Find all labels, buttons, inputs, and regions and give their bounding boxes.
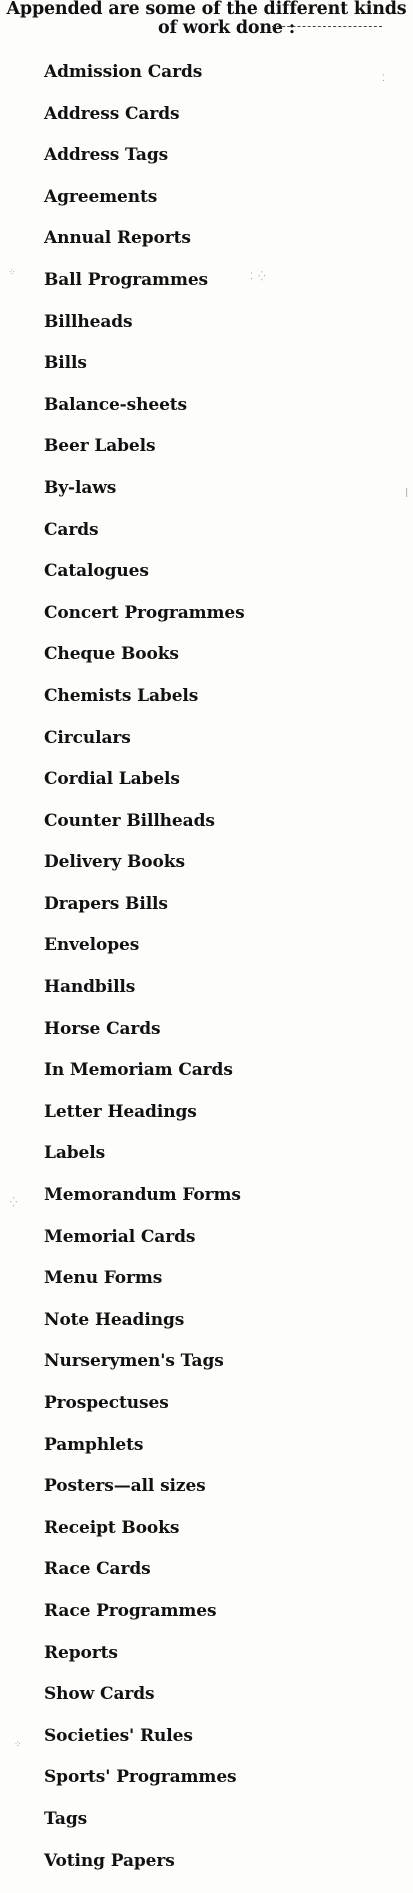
list-item: Circulars (44, 727, 131, 748)
list-item: Menu Forms (44, 1268, 163, 1289)
print-speck: ⁘ (14, 1740, 22, 1750)
list-item: Annual Reports (44, 228, 191, 249)
list-item: By-laws (44, 477, 117, 498)
print-speck: ⁛ (10, 1198, 18, 1208)
list-item: Race Cards (44, 1559, 151, 1580)
list-item: Beer Labels (44, 436, 156, 457)
list-item: Chemists Labels (44, 685, 199, 706)
list-item: Show Cards (44, 1684, 155, 1705)
list-item: Pamphlets (44, 1434, 144, 1455)
print-speck: ⁘ (8, 268, 16, 278)
list-item: Receipt Books (44, 1517, 180, 1538)
print-speck: | (404, 488, 410, 498)
list-item: Billheads (44, 311, 133, 332)
list-item: Cordial Labels (44, 769, 180, 790)
list-item: Memorandum Forms (44, 1185, 241, 1206)
list-item: Cheque Books (44, 644, 179, 665)
list-item: Admission Cards (44, 62, 203, 82)
list-item: Agreements (44, 186, 158, 207)
list-item: Catalogues (44, 561, 149, 582)
list-item: Reports (44, 1642, 118, 1663)
list-item: Labels (44, 1143, 106, 1164)
list-item: Delivery Books (44, 852, 185, 873)
list-item: Posters—all sizes (44, 1476, 206, 1497)
list-item: Memorial Cards (44, 1226, 196, 1247)
list-item: Drapers Bills (44, 893, 168, 914)
list-item: Ball Programmes (44, 269, 209, 290)
list-item: Race Programmes (44, 1600, 217, 1621)
list-item: Societies' Rules (44, 1725, 193, 1746)
list-item: Cards (44, 519, 99, 540)
print-speck: ⁚ ⁛ (250, 272, 266, 282)
list-item: Letter Headings (44, 1101, 197, 1122)
list-item: Voting Papers (44, 1850, 175, 1871)
list-heading (0, 0, 413, 38)
list-item: Tags (44, 1808, 88, 1829)
print-speck: ⁚ (382, 74, 385, 84)
list-item: Note Headings (44, 1309, 185, 1330)
heading-rule (272, 26, 382, 27)
list-item: Nurserymen's Tags (44, 1351, 224, 1372)
list-item: Address Tags (44, 145, 169, 166)
list-item: Handbills (44, 977, 136, 998)
list-item: Bills (44, 353, 87, 374)
list-item: Counter Billheads (44, 810, 215, 831)
list-item: Balance-sheets (44, 394, 188, 415)
list-item: Horse Cards (44, 1018, 161, 1039)
list-item: Prospectuses (44, 1393, 169, 1413)
list-item: Sports' Programmes (44, 1767, 237, 1788)
list-item: Concert Programmes (44, 602, 245, 623)
list-item: Envelopes (44, 935, 140, 956)
heading-line-2: of work done : (158, 18, 295, 38)
heading-line-1: Appended are some of the different kinds (6, 0, 407, 19)
list-item: Address Cards (44, 103, 180, 124)
work-types-list (44, 58, 245, 1888)
list-item: In Memoriam Cards (44, 1060, 233, 1081)
